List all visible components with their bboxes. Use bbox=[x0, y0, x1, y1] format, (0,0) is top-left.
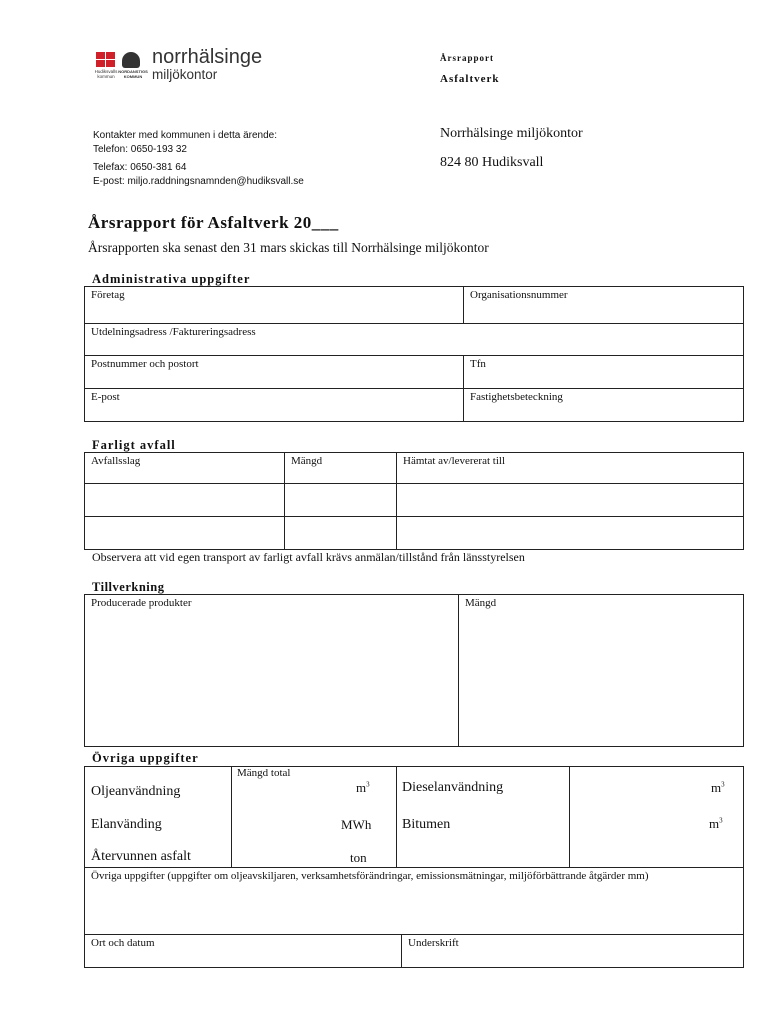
diesel-unit: $m^3$ bbox=[711, 780, 725, 795]
electricity-label: Elanvänding bbox=[91, 817, 162, 832]
waste-heading: Farligt avfall bbox=[92, 438, 176, 452]
oil-unit: $m^3$ bbox=[356, 780, 370, 795]
company-field[interactable] bbox=[85, 287, 463, 323]
admin-table bbox=[84, 286, 744, 422]
phone-label: Tfn bbox=[470, 358, 486, 370]
signature-field[interactable] bbox=[402, 935, 743, 967]
org-subname: miljökontor bbox=[152, 67, 218, 82]
contact-intro: Kontakter med kommunen i detta ärende: bbox=[93, 130, 277, 141]
page-title: Årsrapport för Asfaltverk 20___ bbox=[88, 213, 339, 232]
address-label: Utdelningsadress /Faktureringsadress bbox=[91, 326, 256, 338]
contact-phone: Telefon: 0650-193 32 bbox=[93, 144, 187, 155]
electricity-input[interactable] bbox=[232, 811, 396, 833]
email-label: E-post bbox=[91, 391, 120, 403]
phone-field[interactable] bbox=[464, 356, 743, 388]
address-line2: 824 80 Hudiksvall bbox=[440, 155, 544, 170]
signature-label: Underskrift bbox=[408, 937, 459, 949]
bitumen-unit: $m^3$ bbox=[709, 816, 723, 831]
postal-field[interactable] bbox=[85, 356, 463, 388]
electricity-unit: MWh bbox=[341, 817, 372, 832]
waste-note: Observera att vid egen transport av farligt avfall krävs anmälan/tillstånd från länsstyrelsen bbox=[92, 550, 525, 564]
property-field[interactable] bbox=[464, 389, 743, 421]
waste-table bbox=[84, 452, 744, 550]
other-table bbox=[84, 766, 744, 968]
property-label: Fastighetsbeteckning bbox=[470, 391, 563, 403]
production-col-products: Producerade produkter bbox=[91, 597, 192, 609]
place-date-field[interactable] bbox=[85, 935, 401, 967]
postal-label: Postnummer och postort bbox=[91, 358, 199, 370]
org-number-field[interactable] bbox=[464, 287, 743, 323]
production-table[interactable] bbox=[84, 594, 744, 747]
waste-row-2[interactable] bbox=[85, 517, 743, 549]
recycled-unit: ton bbox=[350, 850, 367, 865]
other-heading: Övriga uppgifter bbox=[92, 751, 199, 765]
recycled-label: Återvunnen asfalt bbox=[91, 849, 191, 864]
recycled-input[interactable] bbox=[232, 843, 396, 865]
contact-info bbox=[93, 129, 304, 189]
place-date-label: Ort och datum bbox=[91, 937, 155, 949]
page-subtitle: Årsrapporten ska senast den 31 mars skickas till Norrhälsinge miljökontor bbox=[88, 240, 489, 255]
municipality-1: Hudiksvalls kommun bbox=[94, 69, 118, 79]
contact-email: E-post: miljo.raddningsnamnden@hudiksvall.se bbox=[93, 176, 304, 187]
waste-col-amount: Mängd bbox=[291, 455, 323, 467]
org-name: norrhälsinge bbox=[152, 46, 263, 68]
hudiksvall-logo-icon bbox=[96, 52, 116, 68]
contact-fax: Telefax: 0650-381 64 bbox=[93, 162, 187, 173]
company-label: Företag bbox=[91, 289, 125, 301]
waste-row-1[interactable] bbox=[85, 484, 743, 516]
oil-label: Oljeanvändning bbox=[91, 784, 181, 799]
nordanstig-logo-icon bbox=[122, 52, 140, 68]
logo bbox=[94, 46, 296, 88]
production-heading: Tillverkning bbox=[92, 580, 165, 594]
oil-input[interactable] bbox=[232, 779, 396, 801]
email-field[interactable] bbox=[85, 389, 463, 421]
org-number-label: Organisationsnummer bbox=[470, 289, 568, 301]
report-type: Asfaltverk bbox=[440, 73, 500, 85]
address-line1: Norrhälsinge miljökontor bbox=[440, 126, 583, 141]
amount-total-label: Mängd total bbox=[237, 767, 291, 779]
bitumen-label: Bitumen bbox=[402, 817, 451, 832]
municipality-2: NORDANSTIGS KOMMUN bbox=[118, 69, 148, 79]
production-col-amount: Mängd bbox=[465, 597, 497, 609]
other-info-field[interactable] bbox=[85, 868, 743, 934]
report-label: Årsrapport bbox=[440, 53, 494, 63]
waste-col-receiver: Hämtat av/levererat till bbox=[403, 455, 506, 467]
address-field[interactable] bbox=[85, 324, 743, 355]
other-info-label: Övriga uppgifter (uppgifter om oljeavskiljaren, verksamhetsförändringar, emissionsmätningar, miljöförbättrande åtgärder mm) bbox=[91, 870, 649, 882]
waste-col-type: Avfallsslag bbox=[91, 455, 141, 467]
diesel-label: Dieselanvändning bbox=[402, 780, 504, 795]
admin-heading: Administrativa uppgifter bbox=[92, 272, 251, 286]
